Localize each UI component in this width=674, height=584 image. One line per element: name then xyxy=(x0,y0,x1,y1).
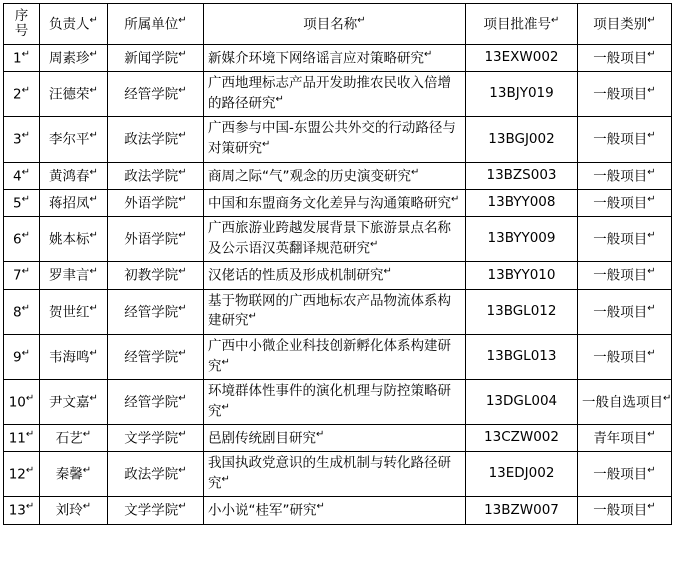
return-mark-icon: ↵ xyxy=(89,230,98,242)
return-mark-icon: ↵ xyxy=(89,302,98,314)
cell-person xyxy=(40,217,108,262)
return-mark-icon: ↵ xyxy=(21,49,30,60)
table-row xyxy=(4,425,672,452)
cell-unit-text: 政法学院 xyxy=(124,168,179,185)
cell-name-text: 广西地理标志产品开发助推农民收入倍增的路径研究 xyxy=(208,75,451,112)
table-row xyxy=(4,334,672,379)
column-header-person xyxy=(40,4,108,45)
cell-code xyxy=(466,45,578,72)
cell-no-text: 9 xyxy=(13,349,22,366)
cell-name xyxy=(204,452,466,497)
return-mark-icon: ↵ xyxy=(411,166,420,178)
cell-code xyxy=(466,497,578,524)
return-mark-icon: ↵ xyxy=(316,501,325,513)
cell-name xyxy=(204,334,466,379)
cell-unit-text: 经管学院 xyxy=(124,304,179,321)
return-mark-icon: ↵ xyxy=(647,130,656,142)
cell-type-text: 一般项目 xyxy=(593,50,648,67)
cell-name xyxy=(204,162,466,189)
cell-name xyxy=(204,45,466,72)
column-header-name xyxy=(204,4,466,45)
column-header-type-label: 项目类别 xyxy=(593,16,648,33)
return-mark-icon: ↵ xyxy=(21,166,30,178)
cell-type xyxy=(578,45,672,72)
cell-code xyxy=(466,217,578,262)
cell-type-text: 一般项目 xyxy=(593,304,648,321)
cell-unit xyxy=(108,262,204,289)
return-mark-icon: ↵ xyxy=(89,166,98,178)
cell-name-text: 汉佬话的性质及形成机制研究 xyxy=(208,267,384,284)
return-mark-icon: ↵ xyxy=(21,85,30,97)
cell-person xyxy=(40,117,108,162)
cell-code xyxy=(466,334,578,379)
cell-type-text: 青年项目 xyxy=(593,430,648,447)
cell-person xyxy=(40,425,108,452)
return-mark-icon: ↵ xyxy=(424,49,433,60)
cell-unit-text: 经管学院 xyxy=(124,394,179,411)
cell-code-text: 13EDJ002 xyxy=(488,465,555,482)
table-row xyxy=(4,189,672,216)
cell-type-text: 一般项目 xyxy=(593,195,648,212)
cell-name xyxy=(204,262,466,289)
cell-person-text: 周素珍 xyxy=(49,50,90,67)
cell-no xyxy=(4,497,40,524)
cell-name-text: 邑剧传统剧目研究 xyxy=(208,430,316,447)
return-mark-icon: ↵ xyxy=(647,49,656,60)
return-mark-icon: ↵ xyxy=(647,501,656,513)
cell-type-text: 一般项目 xyxy=(593,86,648,103)
cell-unit-text: 文学学院 xyxy=(124,502,179,519)
column-header-code-label: 项目批准号 xyxy=(483,16,552,33)
cell-person-text: 汪德荣 xyxy=(49,86,90,103)
cell-unit-text: 新闻学院 xyxy=(124,50,179,67)
return-mark-icon: ↵ xyxy=(178,392,187,404)
cell-code xyxy=(466,262,578,289)
cell-type-text: 一般项目 xyxy=(593,349,648,366)
return-mark-icon: ↵ xyxy=(383,266,392,278)
cell-type xyxy=(578,379,672,424)
return-mark-icon: ↵ xyxy=(647,429,656,440)
cell-code-text: 13BZS003 xyxy=(486,166,557,183)
cell-name xyxy=(204,379,466,424)
cell-no-text: 11 xyxy=(8,430,26,447)
cell-name-text: 小小说“桂军”研究 xyxy=(208,502,317,519)
cell-no-text: 10 xyxy=(8,394,26,411)
cell-person-text: 蒋招凤 xyxy=(49,195,90,212)
return-mark-icon: ↵ xyxy=(178,465,187,477)
return-mark-icon: ↵ xyxy=(82,501,92,513)
cell-no xyxy=(4,334,40,379)
cell-code xyxy=(466,379,578,424)
table-row xyxy=(4,289,672,334)
cell-type xyxy=(578,262,672,289)
cell-no-text: 2 xyxy=(13,86,22,103)
column-header-name-label: 项目名称 xyxy=(303,16,358,33)
cell-unit xyxy=(108,497,204,524)
return-mark-icon: ↵ xyxy=(25,429,35,440)
cell-code xyxy=(466,117,578,162)
cell-unit xyxy=(108,45,204,72)
cell-unit-text: 外语学院 xyxy=(124,231,179,248)
cell-code-text: 13BGJ002 xyxy=(488,130,555,147)
cell-type-text: 一般项目 xyxy=(593,168,648,185)
cell-type xyxy=(578,425,672,452)
return-mark-icon: ↵ xyxy=(21,266,30,278)
cell-person-text: 尹文嘉 xyxy=(49,394,90,411)
return-mark-icon: ↵ xyxy=(221,401,230,413)
cell-person-text: 姚本标 xyxy=(49,231,90,248)
column-header-no-line1: 序 xyxy=(14,8,29,25)
cell-person xyxy=(40,379,108,424)
cell-unit xyxy=(108,72,204,117)
cell-person-text: 李尔平 xyxy=(49,131,90,148)
return-mark-icon: ↵ xyxy=(647,193,656,205)
column-header-code xyxy=(466,4,578,45)
cell-unit-text: 政法学院 xyxy=(124,466,179,483)
column-header-no-line2: 号 xyxy=(14,23,29,39)
return-mark-icon: ↵ xyxy=(178,302,187,314)
cell-no-text: 6 xyxy=(13,231,22,248)
cell-code-text: 13BGL012 xyxy=(486,302,557,319)
cell-no xyxy=(4,45,40,72)
cell-no xyxy=(4,117,40,162)
table-body xyxy=(4,45,672,525)
cell-code xyxy=(466,72,578,117)
cell-unit xyxy=(108,189,204,216)
return-mark-icon: ↵ xyxy=(21,347,30,359)
table-row xyxy=(4,117,672,162)
return-mark-icon: ↵ xyxy=(178,193,187,205)
column-header-unit-label: 所属单位 xyxy=(124,16,179,33)
return-mark-icon: ↵ xyxy=(663,392,672,404)
return-mark-icon: ↵ xyxy=(25,501,35,513)
table-row xyxy=(4,217,672,262)
return-mark-icon: ↵ xyxy=(262,139,271,151)
cell-code-text: 13CZW002 xyxy=(484,429,559,446)
cell-type xyxy=(578,289,672,334)
cell-type-text: 一般项目 xyxy=(593,502,648,519)
return-mark-icon: ↵ xyxy=(178,230,187,242)
cell-unit xyxy=(108,162,204,189)
cell-unit xyxy=(108,217,204,262)
return-mark-icon: ↵ xyxy=(89,392,98,404)
cell-no xyxy=(4,425,40,452)
return-mark-icon: ↵ xyxy=(221,356,230,368)
cell-unit-text: 初教学院 xyxy=(124,267,179,284)
return-mark-icon: ↵ xyxy=(451,193,460,205)
return-mark-icon: ↵ xyxy=(178,266,187,278)
return-mark-icon: ↵ xyxy=(370,239,379,250)
table-row xyxy=(4,379,672,424)
cell-code-text: 13BGL013 xyxy=(486,347,557,364)
cell-type-text: 一般项目 xyxy=(593,131,648,148)
cell-code-text: 13BJY019 xyxy=(489,85,554,102)
cell-no xyxy=(4,262,40,289)
cell-person-text: 石艺 xyxy=(55,430,83,447)
return-mark-icon: ↵ xyxy=(178,85,187,97)
cell-no-text: 1 xyxy=(13,50,22,67)
cell-unit xyxy=(108,425,204,452)
column-header-type xyxy=(578,4,672,45)
cell-person xyxy=(40,262,108,289)
return-mark-icon: ↵ xyxy=(178,166,187,178)
table-header xyxy=(4,4,672,45)
cell-unit-text: 外语学院 xyxy=(124,195,179,212)
return-mark-icon: ↵ xyxy=(647,347,656,359)
cell-person-text: 刘玲 xyxy=(55,502,83,519)
cell-unit-text: 文学学院 xyxy=(124,430,179,447)
cell-type xyxy=(578,72,672,117)
return-mark-icon: ↵ xyxy=(275,94,284,106)
return-mark-icon: ↵ xyxy=(21,302,30,314)
cell-unit xyxy=(108,117,204,162)
cell-type-text: 一般项目 xyxy=(593,466,648,483)
return-mark-icon: ↵ xyxy=(25,465,35,477)
cell-type-text: 一般自选项目 xyxy=(582,394,663,411)
table-row xyxy=(4,72,672,117)
cell-person-text: 罗聿言 xyxy=(49,267,90,284)
return-mark-icon: ↵ xyxy=(178,347,187,359)
cell-person xyxy=(40,72,108,117)
table-header-row xyxy=(4,4,672,45)
cell-code xyxy=(466,425,578,452)
table-row xyxy=(4,497,672,524)
cell-name xyxy=(204,289,466,334)
cell-no xyxy=(4,289,40,334)
return-mark-icon: ↵ xyxy=(89,14,98,26)
return-mark-icon: ↵ xyxy=(316,429,325,440)
return-mark-icon: ↵ xyxy=(82,465,92,477)
return-mark-icon: ↵ xyxy=(89,130,98,142)
return-mark-icon: ↵ xyxy=(89,193,98,205)
return-mark-icon: ↵ xyxy=(551,14,560,26)
cell-name-text: 广西参与中国-东盟公共外交的行动路径与对策研究 xyxy=(208,120,456,157)
table-row xyxy=(4,262,672,289)
table-row xyxy=(4,452,672,497)
cell-no xyxy=(4,452,40,497)
return-mark-icon: ↵ xyxy=(178,14,187,26)
return-mark-icon: ↵ xyxy=(25,392,35,404)
cell-type xyxy=(578,497,672,524)
cell-no-text: 4 xyxy=(13,168,22,185)
cell-no xyxy=(4,72,40,117)
return-mark-icon: ↵ xyxy=(21,130,30,142)
cell-person xyxy=(40,497,108,524)
cell-no-text: 3 xyxy=(13,131,22,148)
cell-code-text: 13DGL004 xyxy=(485,393,558,410)
table-row xyxy=(4,45,672,72)
column-header-unit xyxy=(108,4,204,45)
cell-unit xyxy=(108,379,204,424)
cell-type xyxy=(578,217,672,262)
cell-unit-text: 经管学院 xyxy=(124,86,179,103)
cell-type xyxy=(578,452,672,497)
return-mark-icon: ↵ xyxy=(89,85,98,97)
table-row xyxy=(4,162,672,189)
cell-code xyxy=(466,452,578,497)
cell-name xyxy=(204,497,466,524)
cell-unit-text: 经管学院 xyxy=(124,349,179,366)
cell-type xyxy=(578,334,672,379)
return-mark-icon: ↵ xyxy=(89,49,98,60)
column-header-person-label: 负责人 xyxy=(49,16,90,33)
cell-name xyxy=(204,217,466,262)
return-mark-icon: ↵ xyxy=(248,311,257,323)
return-mark-icon: ↵ xyxy=(647,230,656,242)
return-mark-icon: ↵ xyxy=(178,49,187,60)
cell-no-text: 12 xyxy=(8,466,26,483)
cell-name-text: 广西旅游业跨越发展背景下旅游景点名称及公示语汉英翻译规范研究 xyxy=(208,220,451,257)
cell-type xyxy=(578,162,672,189)
return-mark-icon: ↵ xyxy=(647,266,656,278)
return-mark-icon: ↵ xyxy=(89,266,98,278)
cell-person-text: 秦馨 xyxy=(55,466,83,483)
cell-person xyxy=(40,334,108,379)
cell-unit xyxy=(108,289,204,334)
cell-type-text: 一般项目 xyxy=(593,231,648,248)
cell-name xyxy=(204,189,466,216)
cell-person xyxy=(40,452,108,497)
cell-person xyxy=(40,289,108,334)
return-mark-icon: ↵ xyxy=(647,465,656,477)
cell-code xyxy=(466,289,578,334)
cell-code-text: 13EXW002 xyxy=(484,49,559,66)
cell-name xyxy=(204,425,466,452)
return-mark-icon: ↵ xyxy=(647,85,656,97)
return-mark-icon: ↵ xyxy=(647,166,656,178)
return-mark-icon: ↵ xyxy=(221,474,230,486)
cell-type xyxy=(578,117,672,162)
return-mark-icon: ↵ xyxy=(647,14,656,26)
cell-person xyxy=(40,45,108,72)
cell-no xyxy=(4,217,40,262)
return-mark-icon: ↵ xyxy=(178,501,187,513)
cell-name-text: 环境群体性事件的演化机理与防控策略研究 xyxy=(208,382,451,420)
cell-no xyxy=(4,189,40,216)
cell-code-text: 13BYY010 xyxy=(487,266,556,283)
cell-unit xyxy=(108,452,204,497)
cell-unit-text: 政法学院 xyxy=(124,131,179,148)
return-mark-icon: ↵ xyxy=(647,302,656,314)
cell-name-text: 基于物联网的广西地标农产品物流体系构建研究 xyxy=(208,292,451,329)
cell-name-text: 商周之际“气”观念的历史演变研究 xyxy=(208,168,411,185)
cell-person-text: 黄鸿春 xyxy=(49,168,90,185)
cell-person xyxy=(40,189,108,216)
return-mark-icon: ↵ xyxy=(89,347,98,359)
cell-name-text: 广西中小微企业科技创新孵化体系构建研究 xyxy=(208,337,451,375)
cell-no-text: 8 xyxy=(13,304,22,321)
cell-type xyxy=(578,189,672,216)
return-mark-icon: ↵ xyxy=(357,14,366,26)
cell-name-text: 我国执政党意识的生成机制与转化路径研究 xyxy=(208,455,451,492)
cell-no-text: 5 xyxy=(13,195,22,212)
cell-name-text: 新媒介环境下网络谣言应对策略研究 xyxy=(208,50,424,67)
cell-type-text: 一般项目 xyxy=(593,267,648,284)
cell-unit xyxy=(108,334,204,379)
column-header-no xyxy=(4,4,40,45)
cell-no xyxy=(4,162,40,189)
cell-no-text: 13 xyxy=(8,502,26,519)
cell-no-text: 7 xyxy=(13,267,22,284)
return-mark-icon: ↵ xyxy=(178,130,187,142)
cell-code xyxy=(466,162,578,189)
cell-person xyxy=(40,162,108,189)
cell-person-text: 贺世红 xyxy=(49,304,90,321)
cell-name-text: 中国和东盟商务文化差异与沟通策略研究 xyxy=(208,195,451,212)
return-mark-icon: ↵ xyxy=(82,429,92,440)
return-mark-icon: ↵ xyxy=(178,429,187,440)
return-mark-icon: ↵ xyxy=(21,193,30,205)
cell-name xyxy=(204,72,466,117)
cell-no xyxy=(4,379,40,424)
cell-code-text: 13BYY008 xyxy=(487,194,556,211)
cell-name xyxy=(204,117,466,162)
return-mark-icon: ↵ xyxy=(21,230,30,242)
cell-code xyxy=(466,189,578,216)
cell-code-text: 13BZW007 xyxy=(484,501,559,518)
cell-person-text: 韦海鸣 xyxy=(49,349,90,366)
project-list-table xyxy=(3,3,672,525)
cell-code-text: 13BYY009 xyxy=(487,230,556,247)
